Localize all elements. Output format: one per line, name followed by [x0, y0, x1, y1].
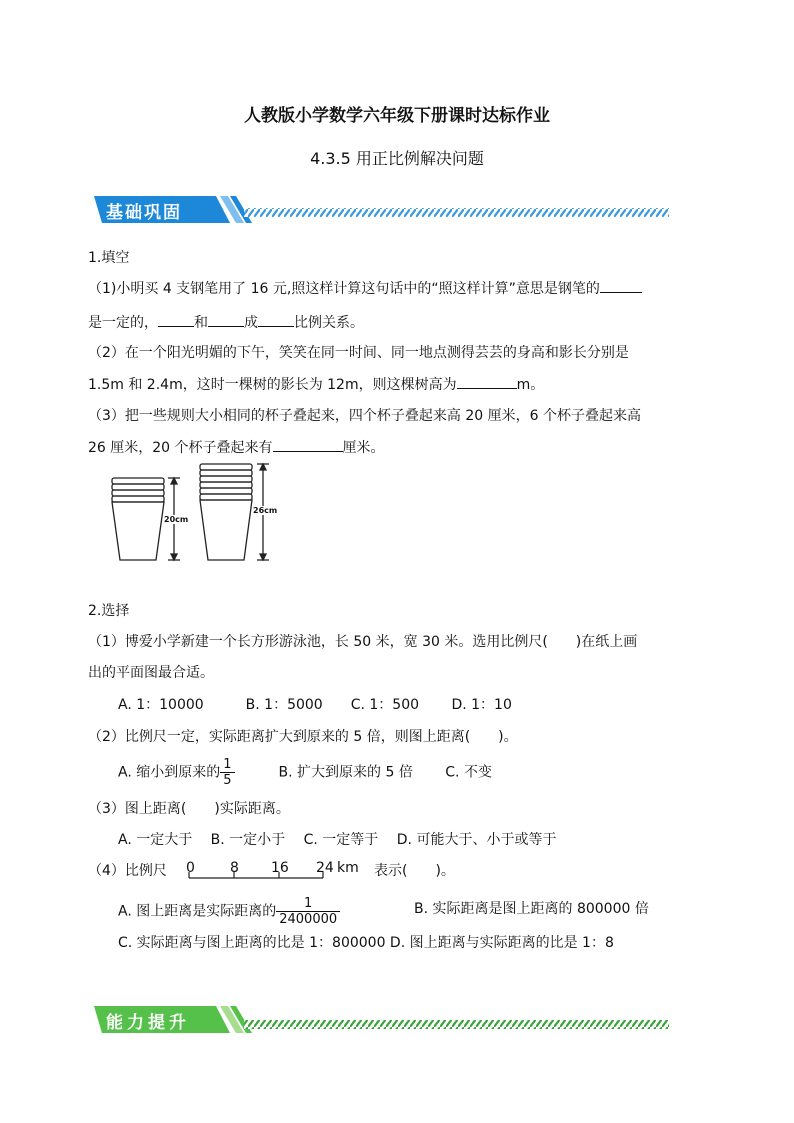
- fraction-denominator: 5: [220, 772, 234, 788]
- cups-figure: [100, 462, 300, 570]
- section-title-advanced: 能力提升: [106, 1013, 190, 1033]
- q2-p3-line1: （3）图上距离( )实际距离。: [88, 801, 290, 817]
- fraction-one-fifth: [220, 757, 234, 788]
- q1-p3-text: 26 厘米，20 个杯子叠起来有: [88, 440, 273, 456]
- q2-p2-line1: （2）比例尺一定，实际距离扩大到原来的 5 倍，则图上距离( )。: [88, 729, 518, 745]
- q2-p4-optA-text: A. 图上距离是实际距离的: [118, 903, 277, 920]
- q2-p4-optionA: [118, 896, 340, 927]
- q1-p2-unit: m。: [516, 377, 545, 393]
- cup-height-label-1: 20cm: [164, 515, 189, 524]
- q1-heading: 1.填空: [88, 250, 130, 266]
- page-subtitle: 4.3.5 用正比例解决问题: [310, 149, 484, 168]
- cup-height-label-2: 26cm: [253, 506, 278, 515]
- q2-p2-optBC: B. 扩大到原来的 5 倍 C. 不变: [278, 764, 492, 781]
- answer-blank[interactable]: [457, 374, 517, 389]
- answer-blank[interactable]: [273, 437, 343, 452]
- q1-p2-line2: [88, 374, 544, 395]
- q1-p1-line2: [88, 312, 364, 333]
- answer-blank[interactable]: [208, 312, 244, 327]
- fraction-numerator: 1: [304, 896, 313, 911]
- q2-p4-text: 表示( )。: [374, 863, 455, 879]
- q1-p1-text3: 和: [194, 315, 208, 331]
- q2-p2-optA: A. 缩小到原来的: [118, 764, 221, 781]
- fraction-denominator: 2400000: [276, 911, 340, 927]
- q2-p4-label: （4）比例尺: [88, 863, 167, 879]
- q1-p2-line1: （2）在一个阳光明媚的下午，笑笑在同一时间、同一地点测得芸芸的身高和影长分别是: [88, 345, 629, 361]
- q2-p1-line1: （1）博爱小学新建一个长方形游泳池，长 50 米，宽 30 米。选用比例尺( )在纸上画: [88, 634, 638, 650]
- q1-p1-text5: 比例关系。: [294, 315, 364, 331]
- q1-p3-unit: 厘米。: [342, 440, 385, 456]
- q2-p2-options: [118, 757, 492, 788]
- q1-p1-line1: [88, 278, 642, 299]
- q2-p3-options: A. 一定大于 B. 一定小于 C. 一定等于 D. 可能大于、小于或等于: [118, 832, 557, 848]
- q2-p4-optionCD: C. 实际距离与图上距离的比是 1：800000 D. 图上距离与实际距离的比是 1：8: [118, 935, 614, 951]
- answer-blank[interactable]: [158, 312, 194, 327]
- fraction-numerator: 1: [223, 757, 232, 772]
- scale-tick-0: 0: [186, 860, 195, 876]
- q2-heading: 2.选择: [88, 603, 130, 619]
- q2-p4-optionB: B. 实际距离是图上距离的 800000 倍: [414, 901, 649, 917]
- scale-tick-24: 24: [316, 860, 334, 876]
- q1-p1-text4: 成: [244, 315, 258, 331]
- scale-tick-16: 16: [271, 860, 289, 876]
- q1-p1-text2: 是一定的，: [88, 315, 158, 331]
- scale-tick-8: 8: [230, 860, 239, 876]
- section-title-basic: 基础巩固: [106, 203, 182, 223]
- q1-p2-text: 1.5m 和 2.4m，这时一棵树的影长为 12m，则这棵树高为: [88, 377, 457, 393]
- page-title: 人教版小学数学六年级下册课时达标作业: [244, 106, 550, 126]
- q2-p1-line2: 出的平面图最合适。: [88, 665, 214, 681]
- q1-p3-line1: （3）把一些规则大小相同的杯子叠起来，四个杯子叠起来高 20 厘米，6 个杯子叠起来高: [88, 408, 641, 424]
- scale-unit: km: [337, 860, 359, 876]
- stacked-cups-icon: [100, 462, 300, 570]
- fraction-one-over-2400000: [276, 896, 340, 927]
- q2-p1-options: A. 1：10000 B. 1：5000 C. 1：500 D. 1：10: [118, 697, 512, 713]
- answer-blank[interactable]: [600, 278, 642, 293]
- q1-p1-text: （1)小明买 4 支钢笔用了 16 元,照这样计算这句话中的“照这样计算”意思是钢笔的: [88, 281, 600, 297]
- q1-p3-line2: [88, 437, 385, 458]
- answer-blank[interactable]: [258, 312, 294, 327]
